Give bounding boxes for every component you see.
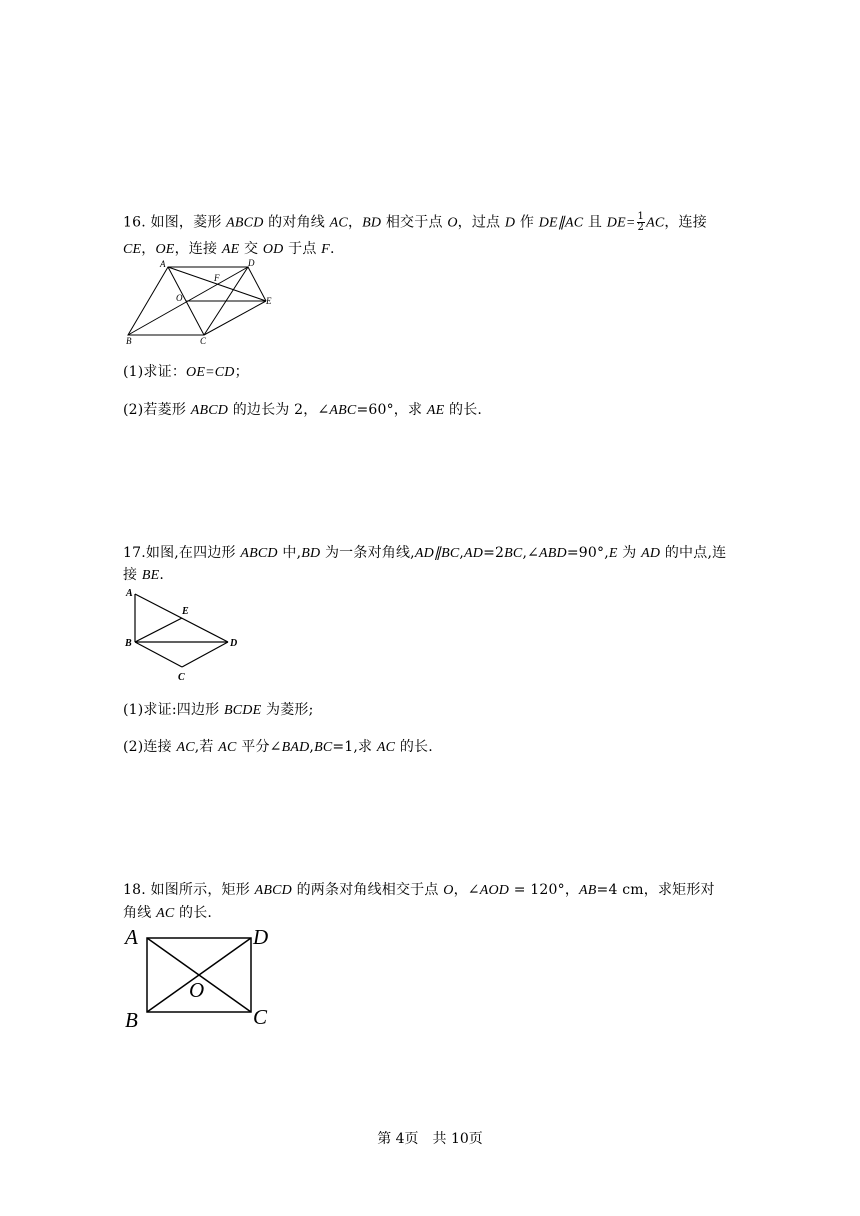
segment-ce: [204, 301, 266, 335]
q18-stem-line1: 18. 如图所示，矩形 ABCD 的两条对角线相交于点 O，∠AOD = 120°，AB=4 cm，求矩形对: [123, 882, 715, 898]
label-o: O: [189, 978, 205, 1002]
label-d: D: [230, 638, 238, 649]
label-c: C: [178, 672, 185, 683]
page-footer: 第 4页 共 10页: [377, 1131, 483, 1147]
fraction-one-half: $\frac{1}{2}$: [637, 211, 645, 233]
q17-quadrilateral-figure: [120, 584, 250, 684]
q16-part2: (2)若菱形 ABCD 的边长为 2，∠ABC=60°，求 AE 的长.: [123, 402, 483, 418]
label-e: E: [182, 606, 189, 617]
label-f: F: [214, 273, 220, 283]
label-b: B: [125, 1008, 138, 1032]
q18-rectangle-figure: [120, 922, 280, 1034]
q18-stem-line2: 角线 AC 的长.: [123, 905, 213, 921]
label-b: B: [125, 638, 132, 649]
segment-cd: [182, 642, 228, 667]
q17-stem-line1: 17.如图,在四边形 ABCD 中,BD 为一条对角线,AD∥BC,AD=2BC,∠ABD=90°,E 为 AD 的中点,连: [123, 545, 727, 561]
label-o: O: [176, 293, 183, 303]
label-c: C: [253, 1005, 268, 1029]
label-c: C: [200, 336, 207, 346]
segment-bc: [135, 642, 182, 667]
q16-rhombus-figure: [120, 256, 280, 348]
label-e: E: [266, 296, 272, 306]
q17-part1: (1)求证:四边形 BCDE 为菱形;: [123, 702, 314, 718]
q16-part1: (1)求证：OE=CD；: [123, 364, 249, 380]
q16-stem-line2: CE，OE，连接 AE 交 OD 于点 F.: [123, 241, 335, 257]
label-d: D: [248, 258, 255, 268]
q17-part2: (2)连接 AC,若 AC 平分∠BAD,BC=1,求 AC 的长.: [123, 739, 433, 755]
label-d: D: [253, 925, 269, 949]
q17-stem-line2: 接 BE.: [123, 567, 165, 583]
segment-be: [135, 618, 182, 642]
label-b: B: [126, 336, 132, 346]
label-a: A: [125, 925, 138, 949]
q16-stem-line1: 16. 如图，菱形 ABCD 的对角线 AC，BD 相交于点 O，过点 D 作 DE∥AC 且 DE= $\frac{1}{2}$ AC，连接: [123, 211, 707, 233]
label-a: A: [126, 588, 133, 599]
label-a: A: [160, 259, 166, 269]
